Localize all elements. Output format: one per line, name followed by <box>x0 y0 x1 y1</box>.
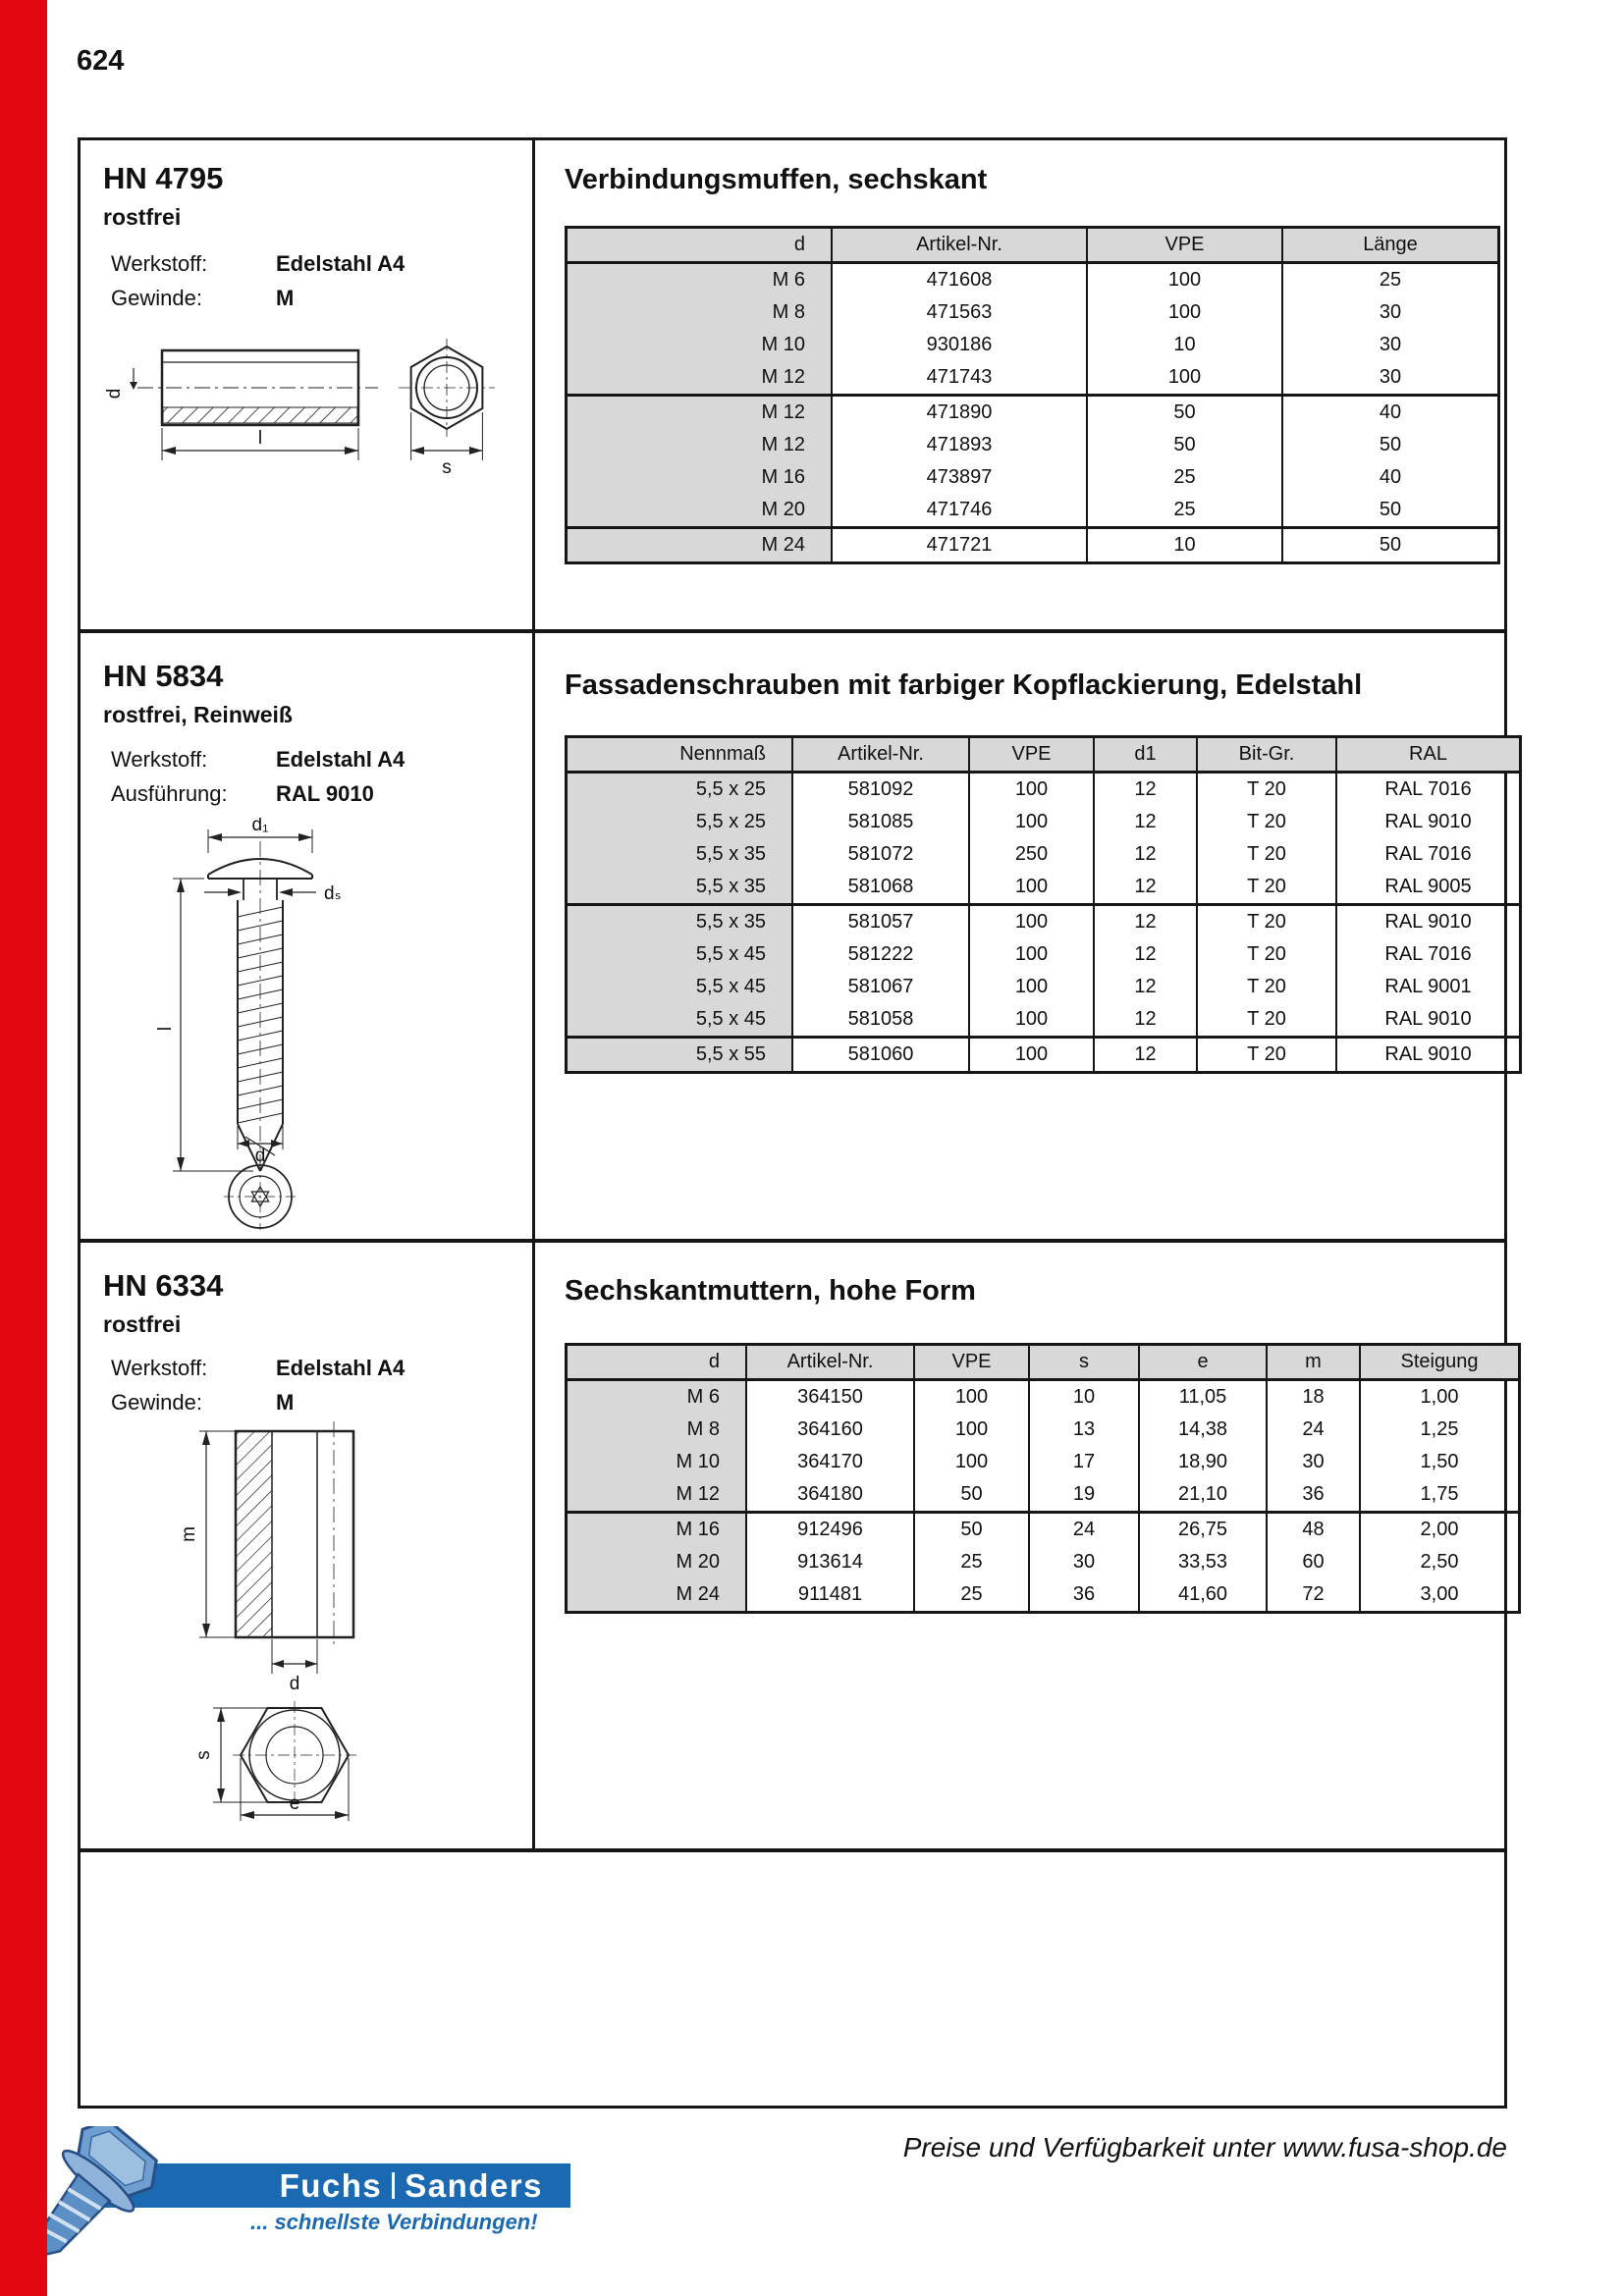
spec-list <box>111 742 405 811</box>
table-cell: 100 <box>1087 296 1282 329</box>
table-cell: 5,5 x 25 <box>567 773 793 807</box>
table-cell: RAL 9010 <box>1336 806 1521 838</box>
table-cell: 17 <box>1029 1446 1139 1478</box>
column-header: Länge <box>1282 228 1499 263</box>
dim-label-e: e <box>289 1793 300 1814</box>
table-cell: M 10 <box>567 329 833 361</box>
dim-label-s: s <box>442 457 452 476</box>
table-cell: 581060 <box>792 1038 969 1073</box>
product-table <box>565 1343 1521 1614</box>
spec-row <box>111 742 405 776</box>
section-divider <box>81 1239 1504 1243</box>
dim-label-l: l <box>257 428 263 449</box>
table-cell: 25 <box>1087 461 1282 494</box>
table-cell: 11,05 <box>1139 1380 1267 1415</box>
table-cell: 100 <box>969 971 1094 1003</box>
table-cell: 5,5 x 55 <box>567 1038 793 1073</box>
table-row <box>567 429 1499 461</box>
section-subtitle: rostfrei <box>103 204 182 230</box>
table-cell: RAL 9010 <box>1336 1003 1521 1038</box>
column-header: m <box>1267 1345 1360 1380</box>
section-title: HN 5834 <box>103 659 224 693</box>
table-cell: 5,5 x 35 <box>567 905 793 939</box>
table-cell: T 20 <box>1197 938 1336 971</box>
table-cell: 12 <box>1094 806 1197 838</box>
table-cell: 10 <box>1087 329 1282 361</box>
table-cell: 471893 <box>832 429 1087 461</box>
table-cell: T 20 <box>1197 971 1336 1003</box>
dim-label-d: d <box>104 388 125 400</box>
table-cell: M 8 <box>567 296 833 329</box>
table-cell: 33,53 <box>1139 1546 1267 1578</box>
table-row <box>567 528 1499 563</box>
table-row <box>567 938 1521 971</box>
hex-nut-drawing <box>162 1416 417 1829</box>
table-cell: 12 <box>1094 1003 1197 1038</box>
table-cell: M 12 <box>567 1478 747 1513</box>
column-header: d <box>567 1345 747 1380</box>
table-row <box>567 1546 1520 1578</box>
table-title: Verbindungsmuffen, sechskant <box>565 164 988 195</box>
table-cell: 1,75 <box>1360 1478 1520 1513</box>
spec-row <box>111 281 405 315</box>
table-cell: 12 <box>1094 871 1197 905</box>
table-cell: 5,5 x 45 <box>567 971 793 1003</box>
table-cell: M 10 <box>567 1446 747 1478</box>
table-cell: 50 <box>914 1478 1029 1513</box>
header-row <box>567 228 1499 263</box>
table-cell: 581085 <box>792 806 969 838</box>
table-cell: 14,38 <box>1139 1414 1267 1446</box>
spec-list <box>111 1351 405 1419</box>
section-title: HN 6334 <box>103 1268 224 1303</box>
column-header: Artikel-Nr. <box>832 228 1087 263</box>
table-row <box>567 396 1499 430</box>
table-cell: 36 <box>1029 1578 1139 1613</box>
table-row <box>567 296 1499 329</box>
table-cell: RAL 9001 <box>1336 971 1521 1003</box>
product-table <box>565 226 1500 564</box>
column-header: Bit-Gr. <box>1197 737 1336 773</box>
table-row <box>567 361 1499 396</box>
section-divider <box>81 1848 1504 1852</box>
table-cell: 581067 <box>792 971 969 1003</box>
table-cell: 19 <box>1029 1478 1139 1513</box>
table-cell: M 6 <box>567 263 833 297</box>
table-row <box>567 1380 1520 1415</box>
table-cell: 50 <box>1087 396 1282 430</box>
section-divider <box>81 629 1504 633</box>
table-cell: 364160 <box>746 1414 914 1446</box>
column-divider <box>532 140 535 1848</box>
column-header: d <box>567 228 833 263</box>
table-cell: 364180 <box>746 1478 914 1513</box>
table-cell: RAL 9010 <box>1336 1038 1521 1073</box>
table-cell: 100 <box>914 1414 1029 1446</box>
table-cell: T 20 <box>1197 1003 1336 1038</box>
table-cell: 364150 <box>746 1380 914 1415</box>
product-table <box>565 735 1522 1074</box>
table-cell: 13 <box>1029 1414 1139 1446</box>
table-cell: M 6 <box>567 1380 747 1415</box>
table-cell: 100 <box>969 905 1094 939</box>
table-cell: 5,5 x 45 <box>567 1003 793 1038</box>
table-cell: 364170 <box>746 1446 914 1478</box>
table-cell: M 20 <box>567 1546 747 1578</box>
spec-label: Gewinde: <box>111 286 202 310</box>
table-cell: 50 <box>1282 429 1499 461</box>
table-cell: 21,10 <box>1139 1478 1267 1513</box>
table-cell: 25 <box>1087 494 1282 528</box>
dim-label-ds: dₛ <box>324 883 342 904</box>
table-row <box>567 329 1499 361</box>
spec-label: Werkstoff: <box>111 251 208 276</box>
section-subtitle: rostfrei, Reinweiß <box>103 702 293 727</box>
table-cell: 100 <box>1087 263 1282 297</box>
table-cell: T 20 <box>1197 838 1336 871</box>
table-cell: 72 <box>1267 1578 1360 1613</box>
table-cell: 12 <box>1094 905 1197 939</box>
table-cell: 2,00 <box>1360 1513 1520 1547</box>
table-cell: 10 <box>1029 1380 1139 1415</box>
table-cell: 40 <box>1282 461 1499 494</box>
table-cell: M 16 <box>567 461 833 494</box>
table-cell: 581068 <box>792 871 969 905</box>
table-cell: 1,50 <box>1360 1446 1520 1478</box>
red-edge-band <box>0 0 47 2296</box>
column-header: Artikel-Nr. <box>792 737 969 773</box>
table-cell: 250 <box>969 838 1094 871</box>
spec-label: Werkstoff: <box>111 747 208 772</box>
spec-list <box>111 246 405 315</box>
logo-text-right: Sanders <box>405 2166 543 2204</box>
table-cell: RAL 9010 <box>1336 905 1521 939</box>
table-cell: 60 <box>1267 1546 1360 1578</box>
table-cell: 100 <box>1087 361 1282 396</box>
table-row <box>567 1478 1520 1513</box>
table-cell: 581072 <box>792 838 969 871</box>
table-cell: 50 <box>1282 528 1499 563</box>
column-header: Steigung <box>1360 1345 1520 1380</box>
dim-label-d1: d₁ <box>251 818 269 835</box>
table-row <box>567 263 1499 297</box>
table-row <box>567 461 1499 494</box>
table-cell: 471563 <box>832 296 1087 329</box>
footer-note: Preise und Verfügbarkeit unter www.fusa-shop.de <box>902 2132 1507 2163</box>
dim-label-s: s <box>193 1750 214 1760</box>
column-header: Nennmaß <box>567 737 793 773</box>
table-cell: 30 <box>1282 296 1499 329</box>
table-cell: M 12 <box>567 361 833 396</box>
table-row <box>567 1446 1520 1478</box>
column-header: e <box>1139 1345 1267 1380</box>
table-cell: 100 <box>969 871 1094 905</box>
table-cell: T 20 <box>1197 871 1336 905</box>
table-row <box>567 1578 1520 1613</box>
table-cell: 18 <box>1267 1380 1360 1415</box>
header-row <box>567 1345 1520 1380</box>
spec-value: M <box>276 1390 295 1415</box>
table-cell: RAL 7016 <box>1336 838 1521 871</box>
spec-row <box>111 776 405 811</box>
table-cell: 30 <box>1267 1446 1360 1478</box>
spec-label: Gewinde: <box>111 1390 202 1415</box>
table-cell: 471743 <box>832 361 1087 396</box>
table-row <box>567 871 1521 905</box>
column-header: d1 <box>1094 737 1197 773</box>
table-cell: 100 <box>969 938 1094 971</box>
table-cell: 473897 <box>832 461 1087 494</box>
table-cell: 581058 <box>792 1003 969 1038</box>
table-cell: 50 <box>1282 494 1499 528</box>
table-cell: 30 <box>1282 329 1499 361</box>
table-cell: M 12 <box>567 396 833 430</box>
table-cell: 581222 <box>792 938 969 971</box>
column-header: VPE <box>914 1345 1029 1380</box>
header-row <box>567 737 1521 773</box>
table-cell: 100 <box>969 806 1094 838</box>
table-cell: RAL 7016 <box>1336 938 1521 971</box>
table-cell: 100 <box>914 1446 1029 1478</box>
table-cell: RAL 9005 <box>1336 871 1521 905</box>
table-cell: 471721 <box>832 528 1087 563</box>
screw-logo-image <box>47 2126 229 2296</box>
table-cell: 41,60 <box>1139 1578 1267 1613</box>
spec-value: M <box>276 286 295 310</box>
table-row <box>567 773 1521 807</box>
table-cell: 26,75 <box>1139 1513 1267 1547</box>
spec-value: Edelstahl A4 <box>276 747 406 772</box>
table-cell: 25 <box>1282 263 1499 297</box>
table-cell: 10 <box>1087 528 1282 563</box>
table-cell: 12 <box>1094 838 1197 871</box>
table-cell: 24 <box>1029 1513 1139 1547</box>
table-cell: 36 <box>1267 1478 1360 1513</box>
table-cell: T 20 <box>1197 1038 1336 1073</box>
spec-label: Werkstoff: <box>111 1356 208 1380</box>
table-cell: 581057 <box>792 905 969 939</box>
spec-label: Ausführung: <box>111 781 228 806</box>
table-row <box>567 1513 1520 1547</box>
table-cell: 12 <box>1094 971 1197 1003</box>
table-cell: 25 <box>914 1578 1029 1613</box>
spec-value: Edelstahl A4 <box>276 1356 406 1380</box>
table-title: Sechskantmuttern, hohe Form <box>565 1275 976 1307</box>
spec-value: RAL 9010 <box>276 781 374 806</box>
table-cell: 471746 <box>832 494 1087 528</box>
table-row <box>567 1003 1521 1038</box>
table-cell: 48 <box>1267 1513 1360 1547</box>
table-row <box>567 494 1499 528</box>
table-cell: 18,90 <box>1139 1446 1267 1478</box>
table-cell: 100 <box>969 1003 1094 1038</box>
table-title: Fassadenschrauben mit farbiger Kopflackierung, Edelstahl <box>565 669 1363 701</box>
table-cell: 930186 <box>832 329 1087 361</box>
facade-screw-drawing <box>147 818 412 1230</box>
table-row <box>567 806 1521 838</box>
column-header: VPE <box>1087 228 1282 263</box>
column-header: Artikel-Nr. <box>746 1345 914 1380</box>
section-subtitle: rostfrei <box>103 1311 182 1337</box>
table-cell: T 20 <box>1197 905 1336 939</box>
section-title: HN 4795 <box>103 161 224 195</box>
dim-label-d: d <box>289 1674 300 1694</box>
table-cell: 30 <box>1029 1546 1139 1578</box>
table-cell: 912496 <box>746 1513 914 1547</box>
table-cell: 25 <box>914 1546 1029 1578</box>
table-cell: 24 <box>1267 1414 1360 1446</box>
table-cell: 2,50 <box>1360 1546 1520 1578</box>
table-cell: 471608 <box>832 263 1087 297</box>
table-cell: M 20 <box>567 494 833 528</box>
table-cell: 12 <box>1094 938 1197 971</box>
table-cell: 471890 <box>832 396 1087 430</box>
table-row <box>567 1038 1521 1073</box>
table-cell: M 24 <box>567 1578 747 1613</box>
spec-value: Edelstahl A4 <box>276 251 406 276</box>
table-cell: M 16 <box>567 1513 747 1547</box>
coupling-nut-drawing <box>98 339 511 476</box>
spec-row <box>111 246 405 281</box>
table-row <box>567 838 1521 871</box>
table-cell: 911481 <box>746 1578 914 1613</box>
table-cell: T 20 <box>1197 773 1336 807</box>
table-cell: M 24 <box>567 528 833 563</box>
table-cell: 30 <box>1282 361 1499 396</box>
table-cell: 100 <box>914 1380 1029 1415</box>
logo-separator <box>392 2172 395 2199</box>
dim-label-m: m <box>179 1526 199 1542</box>
page-number: 624 <box>77 45 125 77</box>
table-row <box>567 905 1521 939</box>
table-cell: 100 <box>969 773 1094 807</box>
table-cell: 5,5 x 25 <box>567 806 793 838</box>
table-cell: 1,25 <box>1360 1414 1520 1446</box>
table-cell: 5,5 x 35 <box>567 838 793 871</box>
table-cell: M 8 <box>567 1414 747 1446</box>
dim-label-d: d <box>254 1146 266 1166</box>
table-row <box>567 1414 1520 1446</box>
table-cell: 913614 <box>746 1546 914 1578</box>
content-box <box>78 137 1507 2109</box>
table-cell: 50 <box>1087 429 1282 461</box>
table-cell: T 20 <box>1197 806 1336 838</box>
table-row <box>567 971 1521 1003</box>
table-cell: RAL 7016 <box>1336 773 1521 807</box>
dim-label-l: l <box>155 1026 176 1032</box>
table-cell: 5,5 x 45 <box>567 938 793 971</box>
table-cell: 40 <box>1282 396 1499 430</box>
logo-text-left: Fuchs <box>279 2166 383 2204</box>
logo-tagline: ... schnellste Verbindungen! <box>250 2210 538 2234</box>
table-cell: 5,5 x 35 <box>567 871 793 905</box>
table-cell: 12 <box>1094 773 1197 807</box>
table-cell: 12 <box>1094 1038 1197 1073</box>
column-header: s <box>1029 1345 1139 1380</box>
column-header: VPE <box>969 737 1094 773</box>
spec-row <box>111 1351 405 1385</box>
table-cell: 50 <box>914 1513 1029 1547</box>
table-cell: 581092 <box>792 773 969 807</box>
table-cell: 100 <box>969 1038 1094 1073</box>
table-cell: 3,00 <box>1360 1578 1520 1613</box>
table-cell: 1,00 <box>1360 1380 1520 1415</box>
table-cell: M 12 <box>567 429 833 461</box>
spec-row <box>111 1385 405 1419</box>
column-header: RAL <box>1336 737 1521 773</box>
